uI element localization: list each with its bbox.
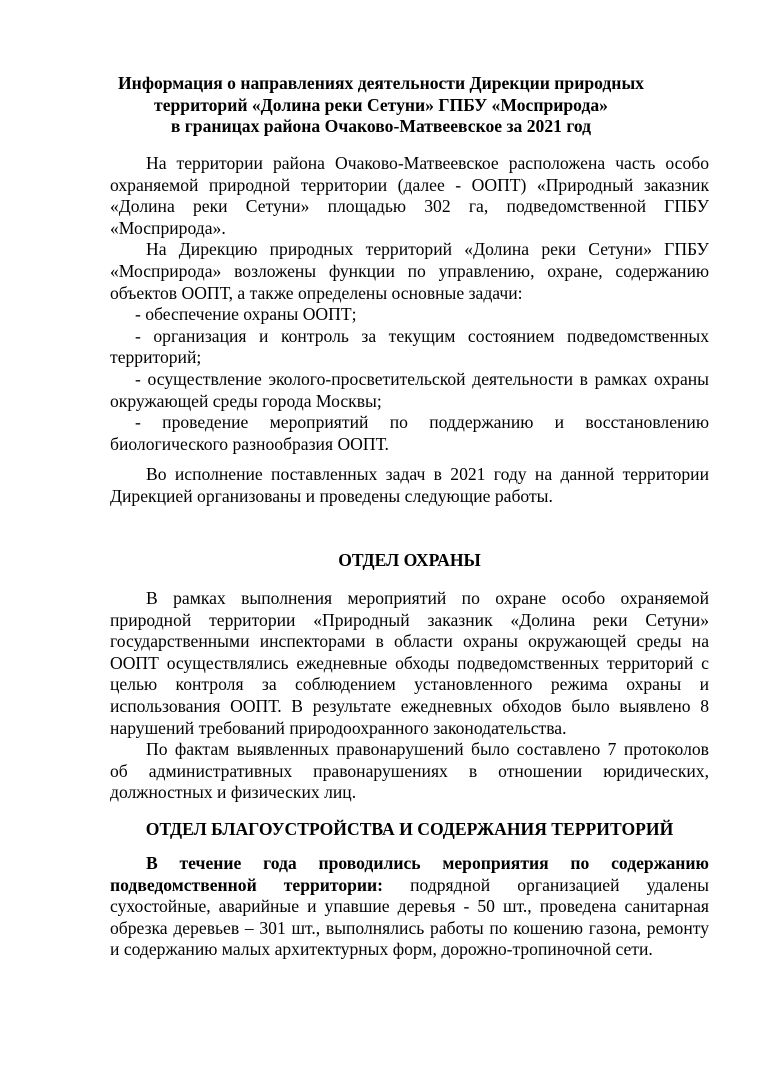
protection-paragraph-1: В рамках выполнения мероприятий по охране особо охраняемой природной территории «Природный заказник «Долина реки Сетуни» государственными инспекторами в области охраны окружающей среды на ООПТ осуществлялись ежедневные обходы подведомственных территорий с целью контроля за соблюдением установленного режима охраны и использования ООПТ. В результате ежедневных обходов было выявлено 8 нарушений требований природоохранного законодательства. xyxy=(110,588,709,738)
intro-paragraph-3: Во исполнение поставленных задач в 2021 году на данной территории Дирекцией организованы и проведены следующие работы. xyxy=(110,464,709,506)
intro-conclusion xyxy=(110,464,709,507)
task-item-4: - проведение мероприятий по поддержанию и восстановлению биологического разнообразия ООПТ. xyxy=(110,412,709,454)
intro-section xyxy=(110,153,709,455)
document-title xyxy=(100,73,662,138)
section-heading-protection: ОТДЕЛ ОХРАНЫ xyxy=(338,550,481,570)
improvement-section xyxy=(110,853,709,961)
protection-paragraph-2: По фактам выявленных правонарушений было составлено 7 протоколов об административных правонарушениях в отношении юридических, должностных и физических лиц. xyxy=(110,739,709,803)
improvement-paragraph-1 xyxy=(110,853,709,961)
intro-paragraph-2: На Дирекцию природных территорий «Долина реки Сетуни» ГПБУ «Мосприрода» возложены функции по управлению, охране, содержанию объектов ООПТ, а также определены основные задачи: xyxy=(110,239,709,303)
intro-paragraph-1: На территории района Очаково-Матвеевское расположена часть особо охраняемой природной территории (далее - ООПТ) «Природный заказник «Долина реки Сетуни» площадью 302 га, подведомственной ГПБУ «Мосприрода». xyxy=(110,153,709,238)
protection-section xyxy=(110,588,709,804)
task-item-2: - организация и контроль за текущим состоянием подведомственных территорий; xyxy=(110,325,709,368)
improvement-lead-rest: подрядной организацией удалены сухостойные, аварийные и упавшие деревья - 50 шт., проведена санитарная обрезка деревьев – 301 шт., выполнялись работы по кошению газона, ремонту и содержанию малых архитектурных форм, дорожно-тропиночной сети. xyxy=(110,874,709,960)
task-item-1: - обеспечение охраны ООПТ; xyxy=(135,304,357,325)
task-item-3: - осуществление эколого-просветительской деятельности в рамках охраны окружающей среды города Москвы; xyxy=(110,368,709,411)
improvement-lead-bold: В течение года проводились мероприятия по содержанию подведомственной территории: xyxy=(110,853,709,895)
title-line-3: в границах района Очаково-Матвеевское за 2021 год xyxy=(170,116,592,136)
section-heading-improvement: ОТДЕЛ БЛАГОУСТРОЙСТВА И СОДЕРЖАНИЯ ТЕРРИТОРИЙ xyxy=(145,819,674,839)
title-line-2: территорий «Долина реки Сетуни» ГПБУ «Мосприрода» xyxy=(154,94,608,115)
title-line-1: Информация о направлениях деятельности Дирекции природных xyxy=(118,73,644,93)
